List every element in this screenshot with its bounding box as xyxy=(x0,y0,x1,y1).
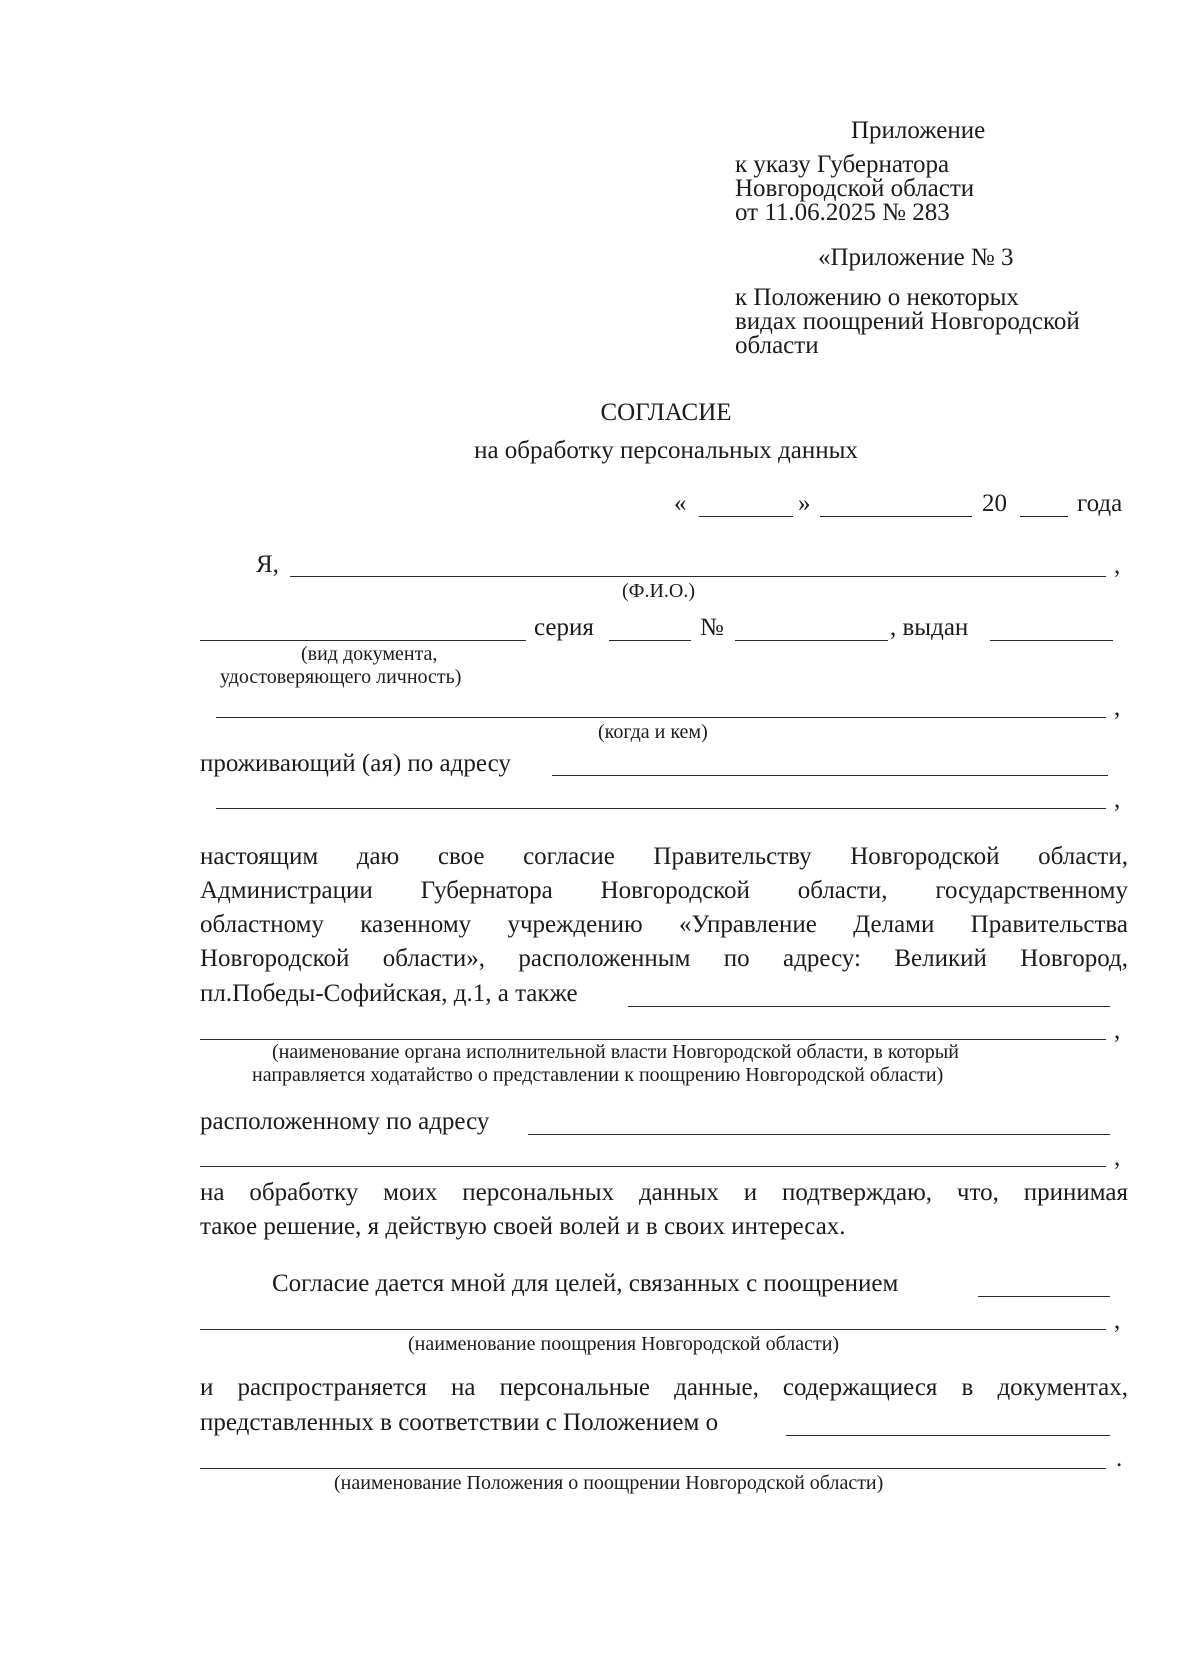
document-subtitle: на обработку персональных данных xyxy=(474,437,858,464)
consent-line-1: настоящим даю свое согласие Правительству Новгородской области, xyxy=(200,843,1128,870)
regulation-line-1: к Положению о некоторых xyxy=(735,284,1019,311)
date-open-quote: « xyxy=(674,490,687,517)
residence-blank-1[interactable] xyxy=(552,775,1108,776)
appendix-label: Приложение xyxy=(851,117,986,144)
decree-line-2: Новгородской области xyxy=(735,175,975,202)
processing-line-2: такое решение, я действую своей волей и в своих интересах. xyxy=(200,1213,846,1240)
fio-comma: , xyxy=(1114,552,1121,579)
appendix-3-label: «Приложение № 3 xyxy=(818,244,1014,271)
residence-blank-2[interactable] xyxy=(216,808,1106,809)
year-century: 20 xyxy=(982,490,1007,517)
issued-by-blank[interactable] xyxy=(216,717,1106,718)
document-caption-line-1: (вид документа, xyxy=(301,643,438,665)
year-blank[interactable] xyxy=(1020,516,1068,517)
regulation-caption: (наименование Положения о поощрении Новгородской области) xyxy=(334,1472,884,1494)
consent-line-2: Администрации Губернатора Новгородской области, государственному xyxy=(200,877,1128,904)
date-close-quote: » xyxy=(798,490,811,517)
scope-line-2: представленных в соответствии с Положением о xyxy=(200,1409,719,1436)
decree-line-1: к указу Губернатора xyxy=(735,151,950,178)
award-blank-1[interactable] xyxy=(978,1296,1110,1297)
regulation-line-2: видах поощрений Новгородской xyxy=(735,308,1080,335)
authority-comma: , xyxy=(1114,1017,1121,1044)
authority-address-blank-1[interactable] xyxy=(528,1134,1110,1135)
year-word: года xyxy=(1077,490,1123,517)
residence-comma: , xyxy=(1114,786,1121,813)
month-blank[interactable] xyxy=(820,516,972,517)
i-label: Я, xyxy=(256,551,279,578)
authority-caption-line-1: (наименование органа исполнительной власти Новгородской области, в который xyxy=(272,1041,959,1063)
document-caption-line-2: удостоверяющего личность) xyxy=(220,666,462,688)
authority-address-blank-2[interactable] xyxy=(200,1166,1106,1167)
series-label: серия xyxy=(534,614,594,641)
authority-address-comma: , xyxy=(1114,1144,1121,1171)
number-blank[interactable] xyxy=(735,640,888,641)
issued-by-comma: , xyxy=(1114,694,1121,721)
award-blank-2[interactable] xyxy=(200,1329,1106,1330)
authority-caption-line-2: направляется ходатайство о представлении к поощрению Новгородской области) xyxy=(252,1064,944,1086)
document-title: СОГЛАСИЕ xyxy=(600,399,732,426)
series-blank[interactable] xyxy=(609,640,691,641)
processing-line-1: на обработку моих персональных данных и подтверждаю, что, принимая xyxy=(200,1179,1128,1206)
regulation-line-3: области xyxy=(735,332,819,359)
consent-line-4: Новгородской области», расположенным по адресу: Великий Новгород, xyxy=(200,945,1128,972)
regulation-blank-2[interactable] xyxy=(200,1468,1106,1469)
issued-date-blank[interactable] xyxy=(990,640,1113,641)
located-label: расположенному по адресу xyxy=(200,1108,490,1135)
decree-line-3: от 11.06.2025 № 283 xyxy=(735,199,950,226)
authority-blank-2[interactable] xyxy=(200,1039,1106,1040)
fio-caption: (Ф.И.О.) xyxy=(622,580,696,602)
residing-label: проживающий (ая) по адресу xyxy=(200,750,511,777)
award-comma: , xyxy=(1114,1307,1121,1334)
regulation-blank-1[interactable] xyxy=(786,1435,1110,1436)
award-caption: (наименование поощрения Новгородской области) xyxy=(408,1333,840,1355)
document-type-blank[interactable] xyxy=(200,640,526,641)
consent-line-3: областному казенному учреждению «Управление Делами Правительства xyxy=(200,911,1128,938)
issued-label: , выдан xyxy=(890,614,969,641)
scope-line-1: и распространяется на персональные данные, содержащиеся в документах, xyxy=(200,1374,1128,1401)
regulation-period: . xyxy=(1116,1445,1123,1472)
authority-blank-1[interactable] xyxy=(628,1006,1110,1007)
fio-blank[interactable] xyxy=(290,576,1106,577)
number-label: № xyxy=(700,614,724,641)
purpose-text: Согласие дается мной для целей, связанных с поощрением xyxy=(272,1270,899,1297)
when-by-caption: (когда и кем) xyxy=(598,721,708,743)
consent-line-5: пл.Победы-Софийская, д.1, а также xyxy=(200,980,578,1007)
day-blank[interactable] xyxy=(699,516,793,517)
